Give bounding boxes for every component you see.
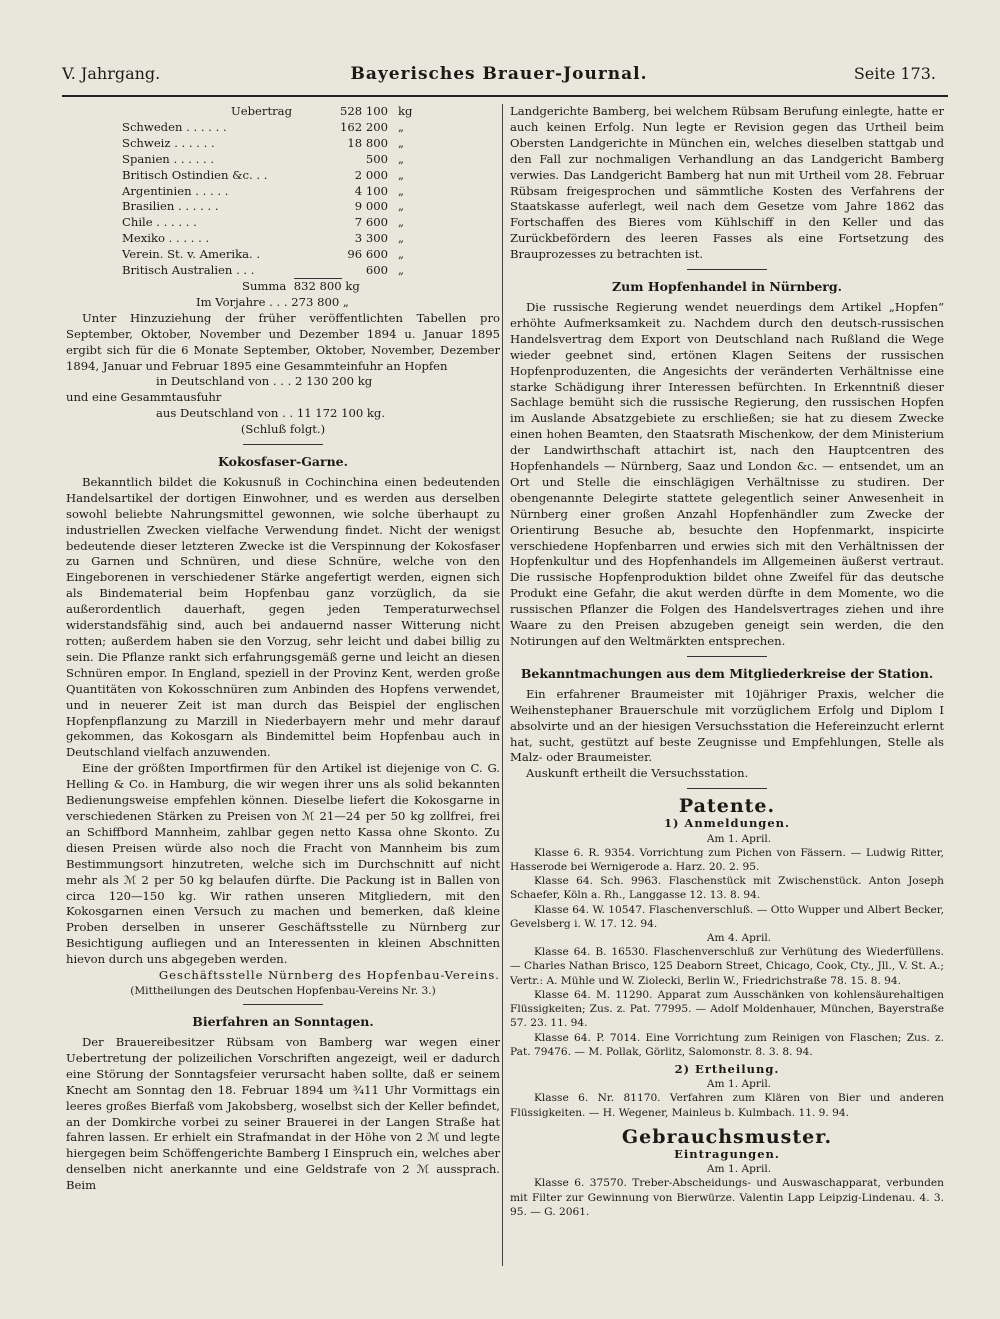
article-sunday-continuation: Landgerichte Bamberg, bei welchem Rübsam Berufung einlegte, hatte er auch keinen Erfolg. Nun legte er Revision gegen das Urtheil beim Obersten Landgerichte in München ein, welches dieselben stattgab und den Fall zur nochmaligen Verhandlung an das Landgericht Bamberg verwies. Das Landgericht Bamberg hat nun mit Urtheil vom 28. Februar Rübsam freigesprochen und sämmtliche Kosten des Verfahrens der Staatskasse auferlegt, weil nach dem Gesetze vom Jahre 1862 das Fortschaffen des Bieres vom Kühlschiff in den Keller und das Zurückbefördern des leeren Fasses als eine Fortsetzung des Brauprozesses zu betrachten ist.	[510, 104, 944, 262]
country-row	[122, 231, 438, 247]
patents-grant-title: 2) Ertheilung.	[674, 1061, 780, 1076]
country-name: Britisch Ostindien &c. . .	[122, 167, 268, 182]
article-coconut-paragraph-1: Bekanntlich bildet die Kokusnuß in Cochinchina einen bedeutenden Handelsartikel der dortigen Einwohner, und es werden aus derselben sowohl beliebte Nahrungsmittel gewonnen, wie solche überhaupt zu industriellen Zwecken vielfache Verwendung findet. Nicht der wenigst bedeutende dieser letzteren Zwecke ist die Verspinnung der Kokosfaser zu Garnen und Schnüren, und diese Schnüre, welche von den Eingeborenen in verschiedener Stärke angefertigt werden, eignen sich als Bindematerial beim Hopfenbau ganz vorzüglich, da sie außerordentlich dauerhaft, gegen jeden Temperaturwechsel widerstandsfähig sind, auch bei andauernd nasser Witterung nicht rotten; außerdem haben sie den Vorzug, sehr leicht und dabei billig zu sein. Die Pflanze rankt sich erfahrungsgemäß gerne und leicht an diesen Schnüren empor. In England, speziell in der Provinz Kent, werden große Quantitäten von Kokosschnüren zum Anbinden des Hopfens verwendet, und in neuerer Zeit ist man durch das Beispiel der englischen Hopfenpflanzung zu Marzill in Niederbayern mehr und mehr darauf gekommen, das Kokosgarn als Bindemittel beim Hopfenbau auch in Deutschland vielfach anzuwenden.	[66, 474, 500, 760]
article-sunday-text: Der Brauereibesitzer Rübsam von Bamberg war wegen einer Uebertretung der polizeilichen Vorschriften angezeigt, weil er dadurch eine Störung der Sonntagsfeier verursacht haben sollte, daß er seinem Knecht am Sonntag den 18. Februar 1894 um ¾11 Uhr Vormittags ein leeres großes Bierfaß vom Jakobsberg, woselbst sich der Keller befindet, an der Domkirche vorbei zu seiner Brauerei in der Langen Straße hat fahren lassen. Er erhielt ein Strafmandat in der Höhe von 2 ℳ und legte hiergegen beim Schöffengerichte Bamberg I Einspruch ein, welches aber denselben nicht anerkannte und eine Geldstrafe von 2 ℳ aussprach. Beim	[66, 1035, 500, 1193]
import-total: in Deutschland von . . . 2 130 200 kg	[156, 374, 373, 389]
utility-models-date: Am 1. April.	[706, 1163, 772, 1176]
column-divider	[502, 104, 503, 1266]
export-unit: „	[398, 151, 405, 166]
export-total: aus Deutschland von . . 11 172 100 kg.	[156, 406, 386, 421]
patents-title: Patente.	[678, 795, 776, 818]
article-coconut-source: (Mittheilungen des Deutschen Hopfenbau-Vereins Nr. 3.)	[130, 984, 436, 997]
country-row	[122, 136, 438, 152]
previous-year-row	[66, 295, 500, 311]
journal-title: Bayerisches Brauer-Journal.	[350, 64, 648, 84]
export-value: 9 000	[354, 199, 388, 214]
carry-unit: kg	[398, 104, 413, 118]
export-value: 18 800	[347, 135, 388, 150]
country-name: Mexiko . . . . . .	[122, 231, 210, 246]
utility-models-title: Gebrauchsmuster.	[621, 1125, 833, 1148]
page-number: Seite 173.	[853, 64, 936, 83]
country-name: Verein. St. v. Amerika. .	[122, 247, 261, 262]
country-name: Spanien . . . . . .	[122, 151, 215, 166]
country-name: Argentinien . . . . .	[122, 183, 229, 198]
article-coconut-paragraph-2: Eine der größten Importfirmen für den Artikel ist diejenige von C. G. Helling & Co. in Hamburg, die wir wegen ihrer uns als solid bekannten Bedienungsweise empfehlen können. Dieselbe liefert die Kokosgarne in verschiedenen Stärken zu Preisen von ℳ 21—24 per 50 kg zollfrei, frei an Schiffbord Mannheim, zahlbar gegen netto Kassa ohne Skonto. Zu diesen Preisen würde also noch die Fracht von Mannheim bis zum Bestimmungsort hinzutreten, welche sich im Durchschnitt auf nicht mehr als ℳ 2 per 50 kg belaufen dürfte. Die Packung ist in Ballen von circa 120—150 kg. Wir rathen unseren Mitgliedern, mit den Kokosgarnen einen Versuch zu machen und bemerken, daß kleine Proben derselben in unserer Geschäftsstelle zu Nürnberg zur Besichtigung aufliegen und an Interessenten in kleinen Abschnitten hievon durch uns abgegeben werden.	[66, 761, 500, 967]
stats-summary-text: Unter Hinzuziehung der früher veröffentlichten Tabellen pro September, Oktober, November und Dezember 1894 u. Januar 1895 ergibt sich für die 6 Monate September, Oktober, November, Dezember 1894, Januar und Februar 1895 eine Gesammteinfuhr an Hopfen	[66, 310, 500, 373]
export-intro: und eine Gesammtausfuhr	[66, 390, 222, 405]
hop-export-table	[122, 104, 438, 279]
country-name: Schweden . . . . . .	[122, 119, 227, 134]
prev-value: 273 800	[291, 294, 340, 309]
article-hops-text: Die russische Regierung wendet neuerdings dem Artikel „Hopfen“ erhöhte Aufmerksamkeit zu. Nachdem durch den deutsch-russischen Handelsvertrag dem Export von Deutschland nach Rußland die Wege wieder geebnet sind, ertönen Klagen Seitens der russischen Hopfenproduzenten, die Angesichts der veränderten Verhältnisse eine starke Schädigung ihrer Interessen befürchten. In Erkenntniß dieser Sachlage bemüht sich die russische Regierung, den russischen Hopfen im Auslande Absatzgebiete zu erschließen; sie hat zu diesem Zwecke einen hohen Beamten, den Staatsrath Mischenkow, der dem Ministerium der Landwirthschaft attachirt ist, nach den Hauptcentren des Hopfenhandels — Nürnberg, Saaz und London &c. — entsendet, um an Ort und Stelle die einschlägigen Verhältnisse zu studiren. Der obengenannte Delegirte stattete gelegentlich seiner Anwesenheit in Nürnberg einer großen Anzahl Hopfenhändler zum Zwecke der Orientirung Besuche ab, besuchte den Hopfenmarkt, inspicirte verschiedene Hopfenbarren und erwies sich mit den Verhältnissen der Hopfenkultur und des Hopfenhandels im Allgemeinen äußerst vertraut. Die russische Hopfenproduktion bildet ohne Zweifel für das deutsche Produkt eine Gefahr, die akut werden dürfte in dem Momente, wo die russischen Pflanzer die Folgen des Handelsvertrages ziehen und ihre Waare zu den Preisen abzugeben geneigt sein werden, die den Notirungen auf den Weltmärkten entsprechen.	[510, 299, 944, 648]
page-header	[62, 58, 936, 90]
sum-value: 832 800	[293, 278, 342, 293]
article-hops-title: Zum Hopfenhandel in Nürnberg.	[612, 279, 842, 295]
export-unit: „	[398, 135, 405, 150]
volume-label: V. Jahrgang.	[62, 64, 161, 83]
announcements-title: Bekanntmachungen aus dem Mitgliederkreise der Station.	[520, 665, 934, 681]
patent-entry-4: Klasse 64. B. 16530. Flaschenverschluß zur Verhütung des Wiederfüllens. — Charles Nathan Brisco, 125 Deaborn Street, Chicago, Cook, Cty., Jll., V. St. A.; Vertr.: A. Mühle und W. Ziolecki, Berlin W., Friedrichstraße 78. 15. 8. 94.	[510, 946, 944, 987]
export-value: 3 300	[354, 231, 388, 246]
country-name: Britisch Australien . . .	[122, 263, 255, 278]
export-unit: „	[398, 199, 405, 214]
section-rule	[687, 269, 767, 270]
utility-models-registrations-title: Eintragungen.	[674, 1146, 780, 1161]
patents-section	[510, 795, 944, 1219]
country-name: Brasilien . . . . . .	[122, 199, 219, 214]
export-unit: „	[398, 215, 405, 230]
export-value: 96 600	[347, 247, 388, 262]
right-column	[510, 104, 944, 1219]
section-rule	[687, 656, 767, 657]
export-value: 4 100	[354, 183, 388, 198]
patent-entry-1: Klasse 6. R. 9354. Vorrichtung zum Pichen von Fässern. — Ludwig Ritter, Hasserode bei Wernigerode a. Harz. 20. 2. 95.	[510, 846, 944, 874]
carry-value: 528 100	[340, 104, 388, 118]
country-row	[122, 263, 438, 279]
patents-date-1: Am 1. April.	[706, 832, 772, 845]
country-row	[122, 152, 438, 168]
country-row	[122, 199, 438, 215]
patent-entry-5: Klasse 64. M. 11290. Apparat zum Ausschänken von kohlensäurehaltigen Flüssigkeiten; Zus. z. Pat. 77995. — Adolf Moldenhauer, München, Bayerstraße 57. 23. 11. 94.	[510, 988, 944, 1030]
summary-row	[66, 279, 500, 295]
export-value: 7 600	[354, 215, 388, 230]
section-rule	[243, 444, 323, 445]
article-coconut-signature: Geschäftsstelle Nürnberg des Hopfenbau-Vereins.	[158, 968, 500, 983]
utility-model-entry: Klasse 6. 37570. Treber-Abscheidungs- und Auswaschapparat, verbunden mit Filter zur Gewinnung von Bierwürze. Valentin Lapp Leipzig-Lindenau. 4. 3. 95. — G. 2061.	[510, 1177, 944, 1218]
country-name: Schweiz . . . . . .	[122, 135, 215, 150]
export-value: 162 200	[340, 119, 388, 134]
export-unit: „	[398, 247, 405, 262]
patents-date-2: Am 4. April.	[706, 932, 772, 945]
article-sunday-title: Bierfahren an Sonntagen.	[192, 1014, 374, 1030]
announcement-text: Ein erfahrener Braumeister mit 10jähriger Praxis, welcher die Weihenstephaner Brauerschule mit vorzüglichem Erfolg und Diplom I absolvirte und an der hiesigen Versuchsstation die Hefereinzucht erlernt hat, sucht, gestützt auf beste Zeugnisse und Empfehlungen, Stelle als Malz- oder Braumeister.	[510, 686, 944, 765]
sum-unit: kg	[345, 278, 360, 293]
patent-entry-6: Klasse 64. P. 7014. Eine Vorrichtung zum Reinigen von Flaschen; Zus. z. Pat. 79476. — M. Pollak, Görlitz, Salomonstr. 8. 3. 8. 94.	[510, 1031, 944, 1058]
country-name: Chile . . . . . .	[122, 215, 197, 230]
export-unit: „	[398, 263, 405, 278]
prev-label: Im Vorjahre . . .	[196, 294, 288, 309]
export-value: 600	[365, 263, 388, 278]
section-rule	[687, 788, 767, 789]
country-row	[122, 247, 438, 263]
export-unit: „	[398, 119, 405, 134]
carry-label: Uebertrag	[231, 104, 292, 118]
carry-row	[122, 104, 438, 120]
patent-entry-7: Klasse 6. Nr. 81170. Verfahren zum Klären von Bier und anderen Flüssigkeiten. — H. Wegener, Mainleus b. Kulmbach. 11. 9. 94.	[510, 1092, 944, 1119]
patent-entry-3: Klasse 64. W. 10547. Flaschenverschluß. — Otto Wupper und Albert Becker, Gevelsberg i. W. 17. 12. 94.	[510, 903, 944, 930]
export-value: 500	[365, 151, 388, 166]
patents-date-3: Am 1. April.	[706, 1078, 772, 1091]
export-value: 2 000	[354, 167, 388, 182]
to-be-continued: (Schluß folgt.)	[240, 422, 326, 437]
export-unit: „	[398, 167, 405, 182]
article-coconut-title: Kokosfaser-Garne.	[218, 454, 348, 470]
country-row	[122, 215, 438, 231]
section-rule	[243, 1004, 323, 1005]
sum-label: Summa	[242, 278, 287, 293]
country-row	[122, 184, 438, 200]
left-column	[66, 104, 500, 1194]
export-unit: „	[398, 231, 405, 246]
header-rule	[62, 95, 948, 97]
prev-unit: „	[342, 294, 349, 309]
country-row	[122, 120, 438, 136]
announcement-info: Auskunft ertheilt die Versuchsstation.	[526, 766, 749, 781]
export-unit: „	[398, 183, 405, 198]
patents-applications-title: 1) Anmeldungen.	[663, 816, 791, 831]
patent-entry-2: Klasse 64. Sch. 9963. Flaschenstück mit Zwischenstück. Anton Joseph Schaefer, Köln a. Rh., Langgasse 12. 13. 8. 94.	[510, 875, 944, 902]
country-row	[122, 168, 438, 184]
